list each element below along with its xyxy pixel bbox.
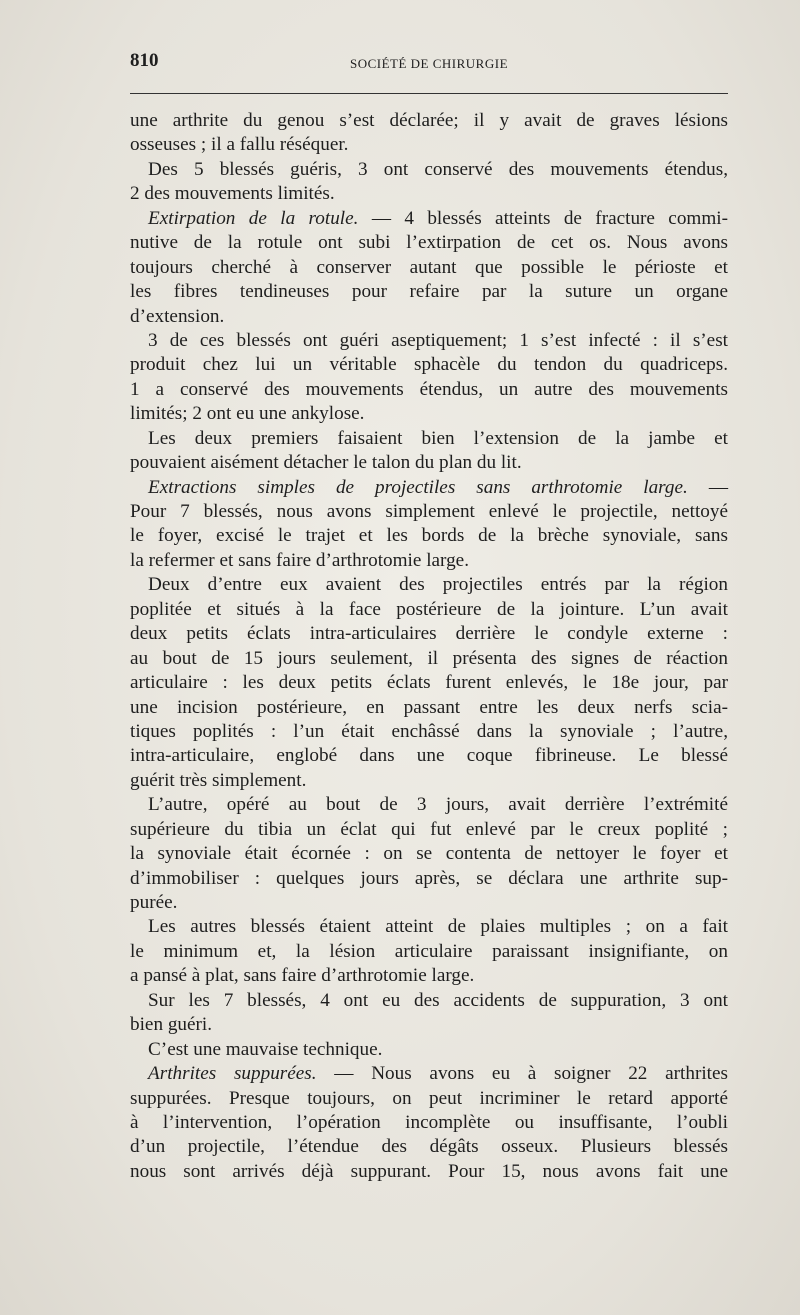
text-line: toujours cherché à conserver autant que possible le périoste et bbox=[130, 256, 728, 278]
text-line: la synoviale était écornée : on se contenta de nettoyer le foyer et bbox=[130, 843, 728, 865]
text-line: C’est une mauvaise technique. bbox=[148, 1038, 383, 1060]
text-line: le foyer, excisé le trajet et les bords de la brèche synoviale, sans bbox=[130, 525, 728, 547]
text-line: Sur les 7 blessés, 4 ont eu des accidents de suppuration, 3 ont bbox=[148, 989, 728, 1011]
text-line: d’immobiliser : quelques jours après, se déclara une arthrite sup- bbox=[130, 867, 728, 889]
text-line: une arthrite du genou s’est déclarée; il y avait de graves lésions bbox=[130, 110, 728, 131]
text-line: limités; 2 ont eu une ankylose. bbox=[130, 403, 365, 425]
text-line: produit chez lui un véritable sphacèle du tendon du quadriceps. bbox=[130, 354, 728, 376]
text-line: d’un projectile, l’étendue des dégâts osseux. Plusieurs blessés bbox=[130, 1136, 728, 1158]
text-line: la refermer et sans faire d’arthrotomie large. bbox=[130, 549, 469, 571]
text-line: poplitée et situés à la face postérieure de la jointure. L’un avait bbox=[130, 598, 728, 620]
text-line: guérit très simplement. bbox=[130, 769, 307, 791]
text-line: nous sont arrivés déjà suppurant. Pour 15, nous avons fait une bbox=[130, 1160, 728, 1182]
page-number: 810 bbox=[130, 50, 159, 71]
text-line: pouvaient aisément détacher le talon du plan du lit. bbox=[130, 452, 522, 474]
text-line: Extractions simples de projectiles sans arthrotomie large. — bbox=[148, 476, 729, 498]
text-line: suppurées. Presque toujours, on peut incriminer le retard apporté bbox=[130, 1087, 728, 1109]
text-line: les fibres tendineuses pour refaire par la suture un organe bbox=[130, 281, 728, 303]
text-line: Extirpation de la rotule. — 4 blessés atteints de fracture commi- bbox=[148, 207, 728, 229]
text-line: nutive de la rotule ont subi l’extirpation de cet os. Nous avons bbox=[130, 232, 728, 254]
text-line: le minimum et, la lésion articulaire paraissant insignifiante, on bbox=[130, 940, 728, 962]
text-line: 1 a conservé des mouvements étendus, un autre des mouvements bbox=[130, 378, 728, 400]
text-line: 3 de ces blessés ont guéri aseptiquement; 1 s’est infecté : il s’est bbox=[148, 329, 728, 351]
text-line: articulaire : les deux petits éclats furent enlevés, le 18e jour, par bbox=[130, 672, 728, 694]
text-line: Deux d’entre eux avaient des projectiles entrés par la région bbox=[148, 574, 728, 596]
header-rule bbox=[130, 93, 728, 94]
text-line: d’extension. bbox=[130, 305, 225, 327]
text-line: intra-articulaire, englobé dans une coque fibrineuse. Le blessé bbox=[130, 745, 728, 767]
running-title: SOCIÉTÉ DE CHIRURGIE bbox=[349, 56, 509, 71]
text-line: Des 5 blessés guéris, 3 ont conservé des mouvements étendus, bbox=[148, 158, 728, 180]
text-line: deux petits éclats intra-articulaires derrière le condyle externe : bbox=[130, 623, 728, 645]
page-header bbox=[130, 50, 728, 80]
text-line: 2 des mouvements limités. bbox=[130, 183, 335, 205]
text-line: Les autres blessés étaient atteint de plaies multiples ; on a fait bbox=[148, 916, 728, 938]
text-line: tiques poplités : l’un était enchâssé dans la synoviale ; l’autre, bbox=[130, 720, 728, 742]
text-line: L’autre, opéré au bout de 3 jours, avait derrière l’extrémité bbox=[148, 794, 728, 816]
body-text bbox=[130, 109, 728, 1184]
text-line: supérieure du tibia un éclat qui fut enlevé par le creux poplité ; bbox=[130, 818, 728, 840]
text-line: Arthrites suppurées. — Nous avons eu à soigner 22 arthrites bbox=[148, 1063, 728, 1085]
text-line: Les deux premiers faisaient bien l’extension de la jambe et bbox=[148, 427, 728, 449]
text-line: Pour 7 blessés, nous avons simplement enlevé le projectile, nettoyé bbox=[130, 501, 728, 522]
text-line: osseuses ; il a fallu réséquer. bbox=[130, 134, 349, 156]
text-line: purée. bbox=[130, 892, 178, 913]
text-line: a pansé à plat, sans faire d’arthrotomie large. bbox=[130, 965, 475, 987]
text-line: une incision postérieure, en passant entre les deux nerfs scia- bbox=[130, 696, 728, 718]
text-line: à l’intervention, l’opération incomplète ou insuffisante, l’oubli bbox=[130, 1111, 728, 1133]
text-line: bien guéri. bbox=[130, 1014, 213, 1036]
text-line: au bout de 15 jours seulement, il présenta des signes de réaction bbox=[130, 647, 728, 669]
